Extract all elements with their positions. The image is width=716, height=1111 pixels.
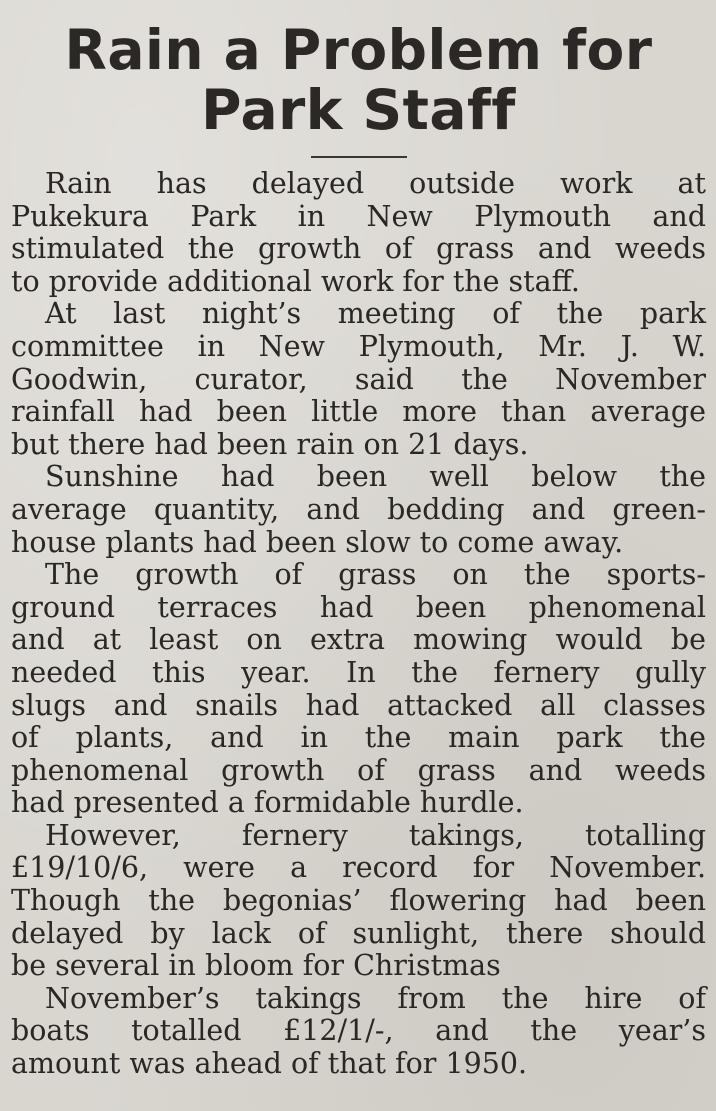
article-line: to provide additional work for the staff.	[11, 264, 580, 298]
article-line: be several in bloom for Christmas	[11, 949, 501, 983]
article-paragraph	[11, 559, 706, 820]
article-paragraph	[11, 298, 706, 461]
article-line: delayed by lack of sunlight, there should	[11, 916, 706, 950]
article-line: average quantity, and bedding and green-	[11, 492, 706, 526]
article-line: At last night’s meeting of the park	[45, 297, 706, 331]
article-paragraph	[11, 983, 706, 1081]
article-paragraph	[11, 820, 706, 983]
headline-line-2: Park Staff	[201, 78, 516, 142]
article-line: boats totalled £12/1/-, and the year’s	[11, 1014, 706, 1048]
article-line: stimulated the growth of grass and weeds	[11, 232, 706, 266]
article-line: needed this year. In the fernery gully	[11, 655, 706, 689]
article-line: ground terraces had been phenomenal	[11, 590, 706, 624]
article-line: house plants had been slow to come away.	[11, 525, 624, 559]
article-line: had presented a formidable hurdle.	[11, 786, 524, 820]
headline-line-1: Rain a Problem for	[64, 18, 653, 82]
article-body	[11, 168, 706, 1081]
headline-divider	[311, 156, 407, 158]
article-paragraph	[11, 168, 706, 298]
article-line: However, fernery takings, totalling	[45, 818, 706, 852]
article-line: Though the begonias’ flowering had been	[11, 884, 706, 918]
article-line: slugs and snails had attacked all classes	[11, 688, 706, 722]
article-line: amount was ahead of that for 1950.	[11, 1047, 528, 1081]
article-line: committee in New Plymouth, Mr. J. W.	[11, 329, 706, 363]
article-line: rainfall had been little more than average	[11, 395, 706, 429]
headline	[11, 20, 706, 140]
article-line: phenomenal growth of grass and weeds	[11, 753, 706, 787]
article-line: £19/10/6, were a record for November.	[11, 851, 706, 885]
article-line: and at least on extra mowing would be	[11, 623, 706, 657]
article-line: The growth of grass on the sports-	[45, 558, 706, 592]
article-line: Sunshine had been well below the	[45, 460, 706, 494]
article-line: Goodwin, curator, said the November	[11, 362, 706, 396]
article-line: Rain has delayed outside work at	[45, 167, 706, 200]
article-line: November’s takings from the hire of	[45, 981, 706, 1015]
article-line: but there had been rain on 21 days.	[11, 427, 529, 461]
article-line: of plants, and in the main park the	[11, 721, 706, 755]
article-line: Pukekura Park in New Plymouth and	[11, 199, 706, 233]
article-paragraph	[11, 461, 706, 559]
